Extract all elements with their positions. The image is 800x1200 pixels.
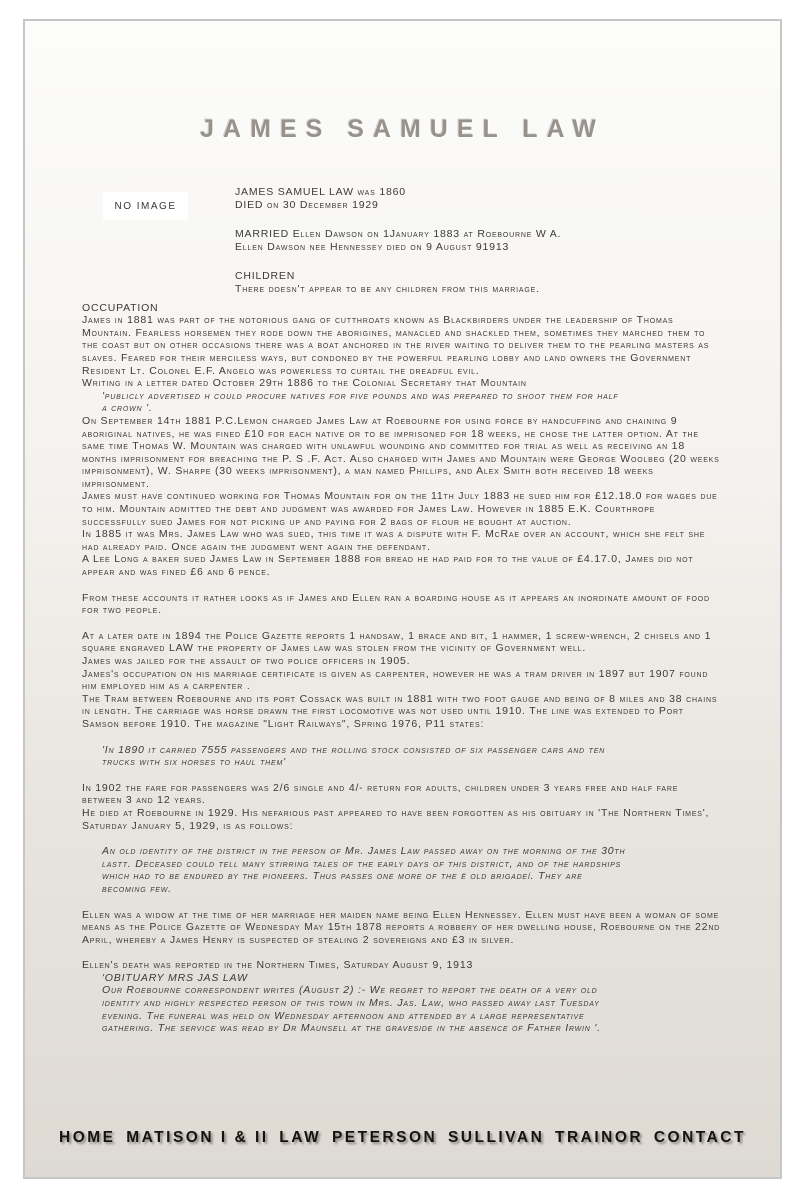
birth-line: JAMES SAMUEL LAW was 1860 bbox=[235, 186, 406, 198]
paragraph: On September 14th 1881 P.C.Lemon charged James Law at Roebourne for using force by handcuffing and chaining 9 aboriginal natives, he was fined £10 for each native or to be imprisoned for 18 weeks, he chose the latter option. At the same time Thomas W. Mountain was charged with unlawful wounding and committed for trial as well as receiving an 18 months imprisonment for breaching the P. S .F. Act. Also charged with James and Mountain were George Woolbeg (20 weeks imprisonment), W. Sharpe (30 weeks imprisonment), a man named Phillips, and Alex Smith both received 18 weeks imprisonment. bbox=[82, 414, 720, 490]
quote-paragraph: 'publicly advertised h could procure natives for five pounds and was prepared to shoot them for half a crown '. bbox=[102, 389, 619, 415]
paragraph: Ellen's death was reported in the Northern Times, Saturday August 9, 1913 bbox=[82, 959, 474, 972]
nav-link-trainor[interactable]: TRAINOR bbox=[555, 1129, 644, 1146]
nav-link-home[interactable]: HOME bbox=[59, 1129, 116, 1146]
page-frame bbox=[23, 19, 782, 1179]
nav-link-peterson[interactable]: PETERSON bbox=[331, 1129, 438, 1146]
paragraph: From these accounts it rather looks as if James and Ellen ran a boarding house as it appears an inordinate amount of food for two people. bbox=[82, 591, 710, 617]
death-line: DIED on 30 December 1929 bbox=[235, 198, 379, 211]
nav-link-matison[interactable]: MATISON I & II bbox=[126, 1129, 269, 1146]
paragraph: In 1885 it was Mrs. James Law who was sued, this time it was a dispute with F. McRae over an account, which she felt she had already paid. Once again the judgment went again the defendant. bbox=[82, 528, 706, 553]
nav-link-sullivan[interactable]: SULLIVAN bbox=[447, 1129, 545, 1146]
nav-link-contact[interactable]: CONTACT bbox=[653, 1129, 746, 1146]
vitals-block bbox=[235, 186, 561, 296]
biography-text bbox=[25, 302, 780, 1035]
quote-paragraph: 'In 1890 it carried 7555 passengers and the rolling stock consisted of six passenger cars and ten trucks with six horses to haul them' bbox=[102, 743, 606, 769]
paragraph: James was jailed for the assault of two police officers in 1905. bbox=[82, 655, 411, 667]
paragraph: He died at Roebourne in 1929. His nefarious past appeared to have been forgotten as his obituary in 'The Northern Times', Saturday January 5, 1929, is as follows: bbox=[82, 806, 710, 832]
paragraph: Writing in a letter dated October 29th 1886 to the Colonial Secretary that Mountain bbox=[82, 377, 527, 390]
paragraph: In 1902 the fare for passengers was 2/6 single and 4/- return for adults, children under 3 years free and half fare between 3 and 12 years. bbox=[82, 781, 679, 807]
quote-paragraph: Our Roebourne correspondent writes (August 2) :- We regret to report the death of a very old identity and highly respected person of this town in Mrs. Jas. Law, who passed away last Tuesday evening. The funeral was held on Wednesday afternoon and attended by a large representative gathering. The service was read by Dr Maunsell at the graveside in the absence of Father Irwin '. bbox=[102, 984, 601, 1035]
nav-link-law[interactable]: LAW bbox=[279, 1129, 322, 1146]
children-note: There doesn't appear to be any children from this marriage. bbox=[235, 282, 540, 295]
married-line-1: MARRIED Ellen Dawson on 1January 1883 at Roebourne W A. bbox=[235, 228, 562, 241]
quote-paragraph: An old identity of the district in the person of Mr. James Law passed away on the morning of the 30th lastt. Deceased could tell many stirring tales of the early days of this district, and of the hardships which had to be endured by the pioneers. Thus passes one more of the ë old brigadeí. They are becoming few. bbox=[102, 845, 626, 895]
navbar bbox=[25, 1129, 780, 1147]
quote-paragraph: 'OBITUARY MRS JAS LAW bbox=[102, 971, 248, 984]
paragraph: James in 1881 was part of the notorious gang of cutthroats known as Blackbirders under the leadership of Thomas Mountain. Fearless horsemen they rode down the aborigines, manacled and shackled them, sometimes they marched them to the coast but on other occasions there was a boat anchored in the river waiting to deliver them to the pearling masters as slaves. Feared for their merciless ways, but condoned by the powerful pearling lobby and land owners the Government Resident Lt. Colonel E.F. Angelo was powerless to curtail the dreadful evil. bbox=[82, 314, 710, 377]
occupation-heading: OCCUPATION bbox=[82, 301, 159, 314]
paragraph: A Lee Long a baker sued James Law in September 1888 for bread he had paid for to the value of £4.17.0, James did not appear and was fined £6 and 6 pence. bbox=[82, 553, 694, 579]
no-image-placeholder: NO IMAGE bbox=[103, 192, 188, 220]
paragraph: At a later date in 1894 the Police Gazette reports 1 handsaw, 1 brace and bit, 1 hammer, 1 screw-wrench, 2 chisels and 1 square engraved LAW the property of James law was stolen from the vicinity of Government well. bbox=[82, 629, 712, 655]
children-heading: CHILDREN bbox=[235, 270, 296, 283]
married-line-2: Ellen Dawson nee Hennessey died on 9 August 91913 bbox=[235, 240, 510, 253]
page-title: JAMES SAMUEL LAW bbox=[200, 115, 605, 143]
paragraph: James's occupation on his marriage certificate is given as carpenter, however he was a tram driver in 1897 but 1907 found him employed him as a carpenter . bbox=[82, 667, 709, 693]
paragraph: The Tram between Roebourne and its port Cossack was built in 1881 with two foot gauge and being of 8 miles and 38 chains in length. The carriage was horse drawn the first locomotive was not used until 1910. The line was extended to Port Samson before 1910. The magazine "Light Railways", Spring 1976, P11 states: bbox=[82, 692, 718, 730]
info-row bbox=[103, 186, 780, 296]
paragraph: James must have continued working for Thomas Mountain for on the 11th July 1883 he sued him for £12.18.0 for wages due to him. Mountain admitted the debt and judgment was awarded for James Law. However in 1885 E.K. Courthrope successfully sued James for not picking up and paying for 2 bags of flour he bought at auction. bbox=[82, 490, 718, 528]
paragraph: Ellen was a widow at the time of her marriage her maiden name being Ellen Hennessey. Ellen must have been a woman of some means as the Police Gazette of Wednesday May 15th 1878 reports a robbery of her dwelling house, Roebourne on the 22nd April, whereby a James Henry is suspected of stealing 2 sovereigns and £3 in silver. bbox=[82, 908, 721, 946]
